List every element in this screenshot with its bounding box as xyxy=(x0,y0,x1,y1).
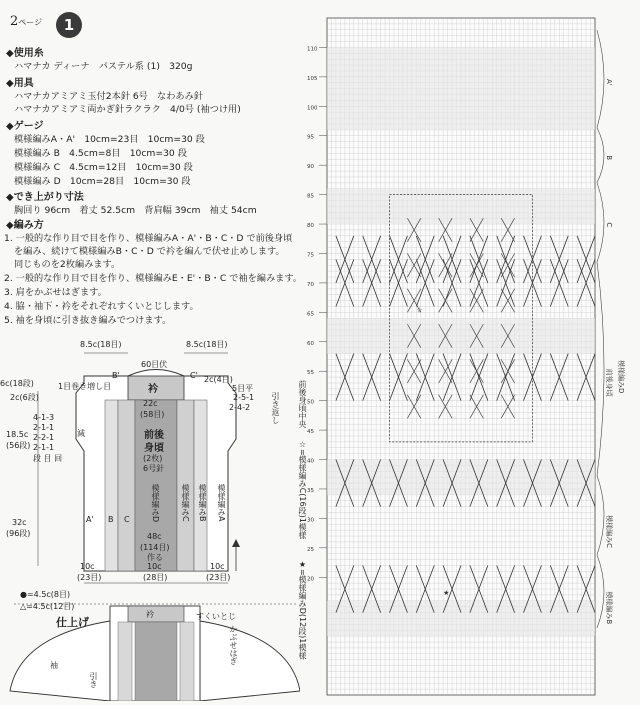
method-step-cont: 同じものを2枚編みます。 xyxy=(14,259,121,270)
tools-line-1: ハマナカアミアミ玉付2本針 6号 なわあみ針 xyxy=(14,91,203,102)
pattern-band xyxy=(327,47,595,129)
section-label-d: 模様編みD xyxy=(617,360,625,394)
pattern-band xyxy=(327,318,595,353)
width-48: 48c xyxy=(147,532,162,541)
dec-table: 段 目 回 xyxy=(33,454,63,463)
body-title-1: 前後 xyxy=(144,430,164,441)
section-bracket xyxy=(597,555,604,628)
sleeve-label: 袖 xyxy=(50,661,58,670)
col-d-label: 模様編みD xyxy=(151,484,160,523)
row-label: 105 xyxy=(307,75,318,82)
shoulder-label: 2c(4目) xyxy=(204,375,233,384)
row-label: 20 xyxy=(307,576,314,583)
page-number: 2ページ xyxy=(10,14,43,29)
height-32: 32c xyxy=(12,518,27,527)
row-label: 65 xyxy=(307,311,314,318)
finishing-heading: 仕上げ xyxy=(56,616,89,629)
pattern-band xyxy=(327,460,595,495)
height-56: (56段) xyxy=(6,441,31,450)
row-label: 70 xyxy=(307,281,314,288)
row-label: 30 xyxy=(307,517,314,524)
row-label: 50 xyxy=(307,399,314,406)
knitting-chart xyxy=(305,0,640,701)
instructions-panel xyxy=(0,0,300,701)
materials-line: ハマナカ ディーナ パステル系 (1) 320g xyxy=(14,61,193,72)
star-outline-icon: ☆ xyxy=(416,306,423,315)
row-label: 90 xyxy=(307,164,314,171)
diamond-bullet-icon: ◆ xyxy=(6,78,14,89)
dim-top-left: 8.5c(18目) xyxy=(80,340,122,349)
col-a-label: 模様編みA xyxy=(217,484,226,522)
gauge-line: 模様編み B 4.5cm=8目 10cm=30 段 xyxy=(14,148,187,159)
section-label: 模様編みB xyxy=(605,591,613,625)
pattern-number-badge: 1 xyxy=(56,12,82,38)
tools-line-2: ハマナカアミアミ両かぎ針ラクラク 4/0号 (袖つけ用) xyxy=(14,104,241,115)
collar-width: 22c xyxy=(143,399,158,408)
three-needle-label: かぶせはぎ xyxy=(229,625,238,665)
gauge-heading: ゲージ xyxy=(13,121,44,132)
section-bracket xyxy=(597,128,604,183)
dec-label: 2-5-1 xyxy=(233,393,255,402)
height-6c: 6c(18段) xyxy=(0,379,34,388)
decrease-label: 減 xyxy=(77,429,85,438)
row-label: 40 xyxy=(307,458,314,465)
row-label: 35 xyxy=(307,487,314,494)
dec-table: 2-2-1 xyxy=(33,433,55,442)
c-prime-label: C' xyxy=(190,371,198,380)
gauge-line: 模様編み C 4.5cm=12目 10cm=30 段 xyxy=(14,162,193,173)
bottom-right-width: 10c xyxy=(210,562,225,571)
width-114: (114目) xyxy=(140,543,170,552)
row-label: 110 xyxy=(307,46,318,53)
row-label: 75 xyxy=(307,252,314,259)
finishing-collar: 衿 xyxy=(146,610,154,619)
method-step: 4. 脇・袖下・衿をそれぞれすくいとじします。 xyxy=(4,301,199,312)
b-prime-label: B' xyxy=(112,371,120,380)
pattern-band xyxy=(327,601,595,636)
section-label: 前後身頃 xyxy=(605,368,613,397)
dim-top-right: 8.5c(18目) xyxy=(186,340,228,349)
section-label: A' xyxy=(605,79,613,86)
gauge-line: 模様編みA・A' 10cm=23目 10cm=30 段 xyxy=(14,134,205,145)
row-label: 55 xyxy=(307,370,314,377)
pieces-label: (2枚) xyxy=(143,454,163,463)
tools-heading: 用具 xyxy=(13,78,34,89)
row-label: 100 xyxy=(307,105,318,112)
method-step: 2. 一般的な作り目で目を作り、模様編みE・E'・B・C で袖を編みます。 xyxy=(4,273,302,284)
section-bracket xyxy=(597,476,604,555)
legend-circle: ●=4.5c(8目) xyxy=(20,590,71,599)
section-label: 模様編みC xyxy=(605,515,613,549)
method-step: 3. 肩をかぶせはぎます。 xyxy=(4,287,107,298)
knitting-chart-panel xyxy=(298,0,640,701)
chart-note-1: ☆=模様編みC(16段)1模様 xyxy=(298,440,307,539)
bind-off-label: 60目伏 xyxy=(141,360,168,369)
materials-heading: 使用糸 xyxy=(13,48,44,59)
row-label: 95 xyxy=(307,134,314,141)
height-96: (96段) xyxy=(6,529,31,538)
bottom-left-width: 10c xyxy=(80,562,95,571)
pattern-band xyxy=(327,189,595,224)
method-step: 1. 一般的な作り目で目を作り、模様編みA・A'・B・C・D で前後身頃 xyxy=(4,233,293,244)
needle-label: 6号針 xyxy=(143,464,165,473)
cast-on-make: 作る xyxy=(147,553,163,562)
body-title-2: 身頃 xyxy=(144,443,164,454)
height-18: 18.5c xyxy=(6,430,29,439)
row-label: 80 xyxy=(307,223,314,230)
diamond-bullet-icon: ◆ xyxy=(6,220,14,231)
col-b: B xyxy=(108,515,114,524)
legend-triangle: △=4.5c(12目) xyxy=(20,602,75,611)
mattress-stitch-label: すくいとじ xyxy=(196,612,236,621)
dec-label: 2-4-2 xyxy=(229,403,251,412)
size-heading: でき上がり寸法 xyxy=(13,192,84,203)
dec-table: 2-1-1 xyxy=(33,423,55,432)
collar-stitches: (58目) xyxy=(140,410,165,419)
bottom-mid-width: 10c xyxy=(147,562,162,571)
bottom-mid-stitches: (28目) xyxy=(143,573,168,582)
cast-on-note: 1目巻き増し目 xyxy=(58,382,112,391)
dec-table: 2-1-1 xyxy=(33,443,55,452)
dec-table: 4-1-3 xyxy=(33,413,55,422)
row-label: 85 xyxy=(307,193,314,200)
method-step-cont: を編み、続けて模様編みB・C・D で衿を編んで伏せ止めします。 xyxy=(14,246,285,257)
row-label: 25 xyxy=(307,546,314,553)
col-a-prime: A' xyxy=(86,515,94,524)
slip-stitch-label: 引き xyxy=(89,672,98,688)
section-label: C xyxy=(605,222,613,228)
section-bracket xyxy=(597,183,604,262)
chart-note-2: ★=模様編みD(12段)1模様 xyxy=(298,560,307,660)
collar-label: 衿 xyxy=(148,384,158,395)
diamond-bullet-icon: ◆ xyxy=(6,192,14,203)
flat-label: 5目平 xyxy=(232,384,254,393)
section-bracket xyxy=(597,262,604,476)
size-line: 胸回り 96cm 着丈 52.5cm 背肩幅 39cm 袖丈 54cm xyxy=(14,205,257,216)
method-step: 5. 袖を身頃に引き抜き編みでつけます。 xyxy=(4,315,172,326)
bottom-right-stitches: (23目) xyxy=(206,573,231,582)
col-c-label: 模様編みC xyxy=(181,484,190,522)
col-c: C xyxy=(124,515,130,524)
bottom-left-stitches: (23目) xyxy=(77,573,102,582)
row-label: 60 xyxy=(307,340,314,347)
gauge-line: 模様編み D 10cm=28目 10cm=30 段 xyxy=(14,176,191,187)
diamond-bullet-icon: ◆ xyxy=(6,121,14,132)
section-label: B xyxy=(605,155,613,161)
short-row-label: 引き返し xyxy=(271,392,280,424)
height-2c: 2c(6段) xyxy=(10,393,39,402)
chart-center-label: 前後身頃中央 xyxy=(298,380,307,428)
row-label: 45 xyxy=(307,429,314,436)
col-b-label: 模様編みB xyxy=(198,484,207,522)
section-bracket xyxy=(597,30,604,128)
star-filled-icon: ★ xyxy=(443,588,450,597)
method-heading: 編み方 xyxy=(13,220,44,231)
diamond-bullet-icon: ◆ xyxy=(6,48,14,59)
